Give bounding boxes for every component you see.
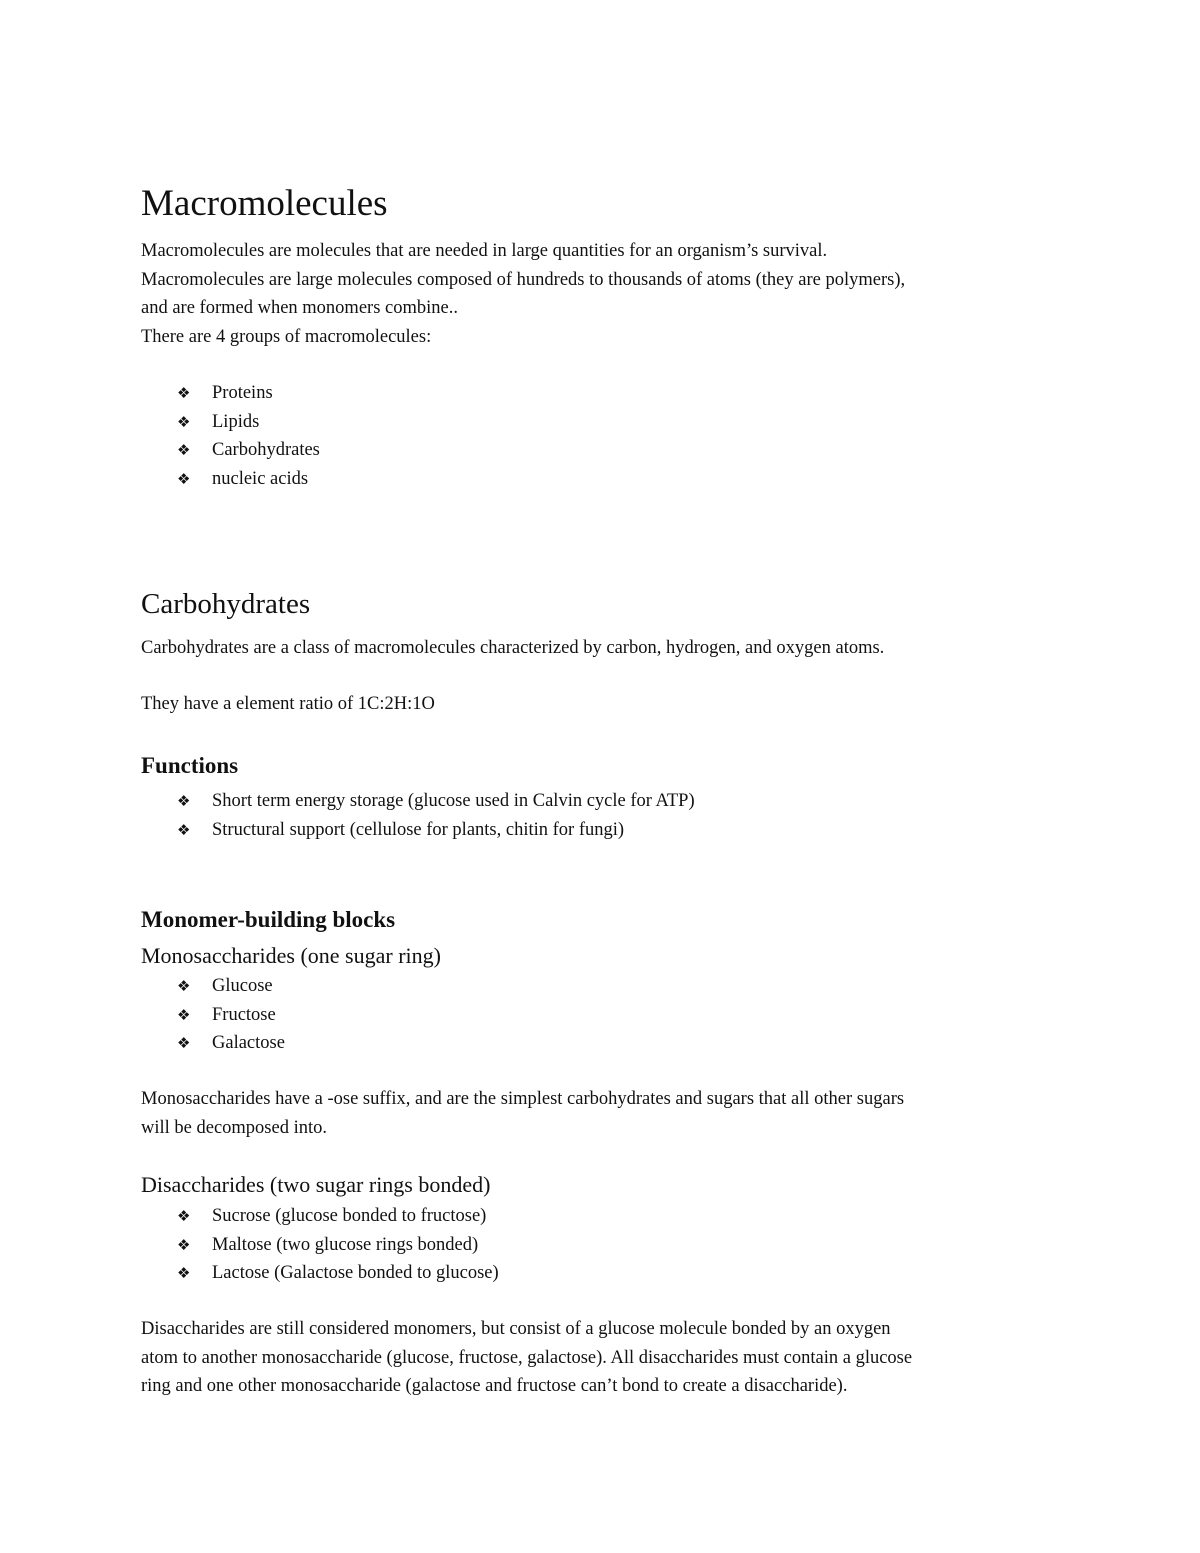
diamond-bullet-icon: ❖: [177, 384, 191, 402]
monomer-heading: Monomer-building blocks: [141, 907, 396, 932]
note-line: will be decomposed into.: [141, 1117, 327, 1138]
diamond-bullet-icon: ❖: [177, 441, 191, 459]
intro-line: There are 4 groups of macromolecules:: [141, 326, 432, 347]
list-item-text: Sucrose (glucose bonded to fructose): [212, 1206, 487, 1226]
page-title: Macromolecules: [141, 183, 388, 224]
diamond-bullet-icon: ❖: [177, 1034, 191, 1052]
note-line: Monosaccharides have a -ose suffix, and are the simplest carbohydrates and sugars that all other sugars: [141, 1089, 905, 1109]
disaccharides-note: [141, 1315, 1061, 1401]
monosaccharides-heading: Monosaccharides (one sugar ring): [141, 943, 441, 968]
diamond-bullet-icon: ❖: [177, 1235, 191, 1254]
intro-line: and are formed when monomers combine..: [141, 298, 458, 318]
list-item-text: Lactose (Galactose bonded to glucose): [212, 1263, 499, 1283]
intro-paragraph: [141, 237, 1061, 351]
functions-heading: Functions: [141, 753, 239, 778]
list-item-text: Short term energy storage (glucose used in Calvin cycle for ATP): [212, 791, 695, 811]
diamond-bullet-icon: ❖: [177, 792, 191, 810]
list-item-text: Glucose: [212, 976, 273, 996]
monosaccharides-note: [141, 1085, 1061, 1142]
definition-line: Carbohydrates are a class of macromolecules characterized by carbon, hydrogen, and oxygen atoms.: [141, 638, 885, 658]
list-item-text: Carbohydrates: [212, 440, 320, 460]
carbohydrates-heading: Carbohydrates: [141, 588, 311, 620]
diamond-bullet-icon: ❖: [177, 1207, 191, 1225]
list-item-text: Structural support (cellulose for plants, chitin for fungi): [212, 819, 625, 840]
disaccharides-heading: Disaccharides (two sugar rings bonded): [141, 1172, 491, 1197]
ratio-line: They have a element ratio of 1C:2H:1O: [141, 694, 435, 714]
diamond-bullet-icon: ❖: [177, 820, 191, 839]
note-line: atom to another monosaccharide (glucose, fructose, galactose). All disaccharides must contain a glucose: [141, 1347, 913, 1368]
diamond-bullet-icon: ❖: [177, 1005, 191, 1024]
list-item-text: Galactose: [212, 1033, 285, 1053]
list-item-text: nucleic acids: [212, 468, 309, 489]
element-ratio: [141, 690, 1061, 719]
diamond-bullet-icon: ❖: [177, 1264, 191, 1282]
diamond-bullet-icon: ❖: [177, 977, 191, 995]
intro-line: Macromolecules are large molecules composed of hundreds to thousands of atoms (they are polymers),: [141, 269, 906, 290]
list-item-text: Maltose (two glucose rings bonded): [212, 1234, 479, 1255]
diamond-bullet-icon: ❖: [177, 469, 191, 488]
carbohydrates-definition: [141, 634, 1061, 663]
diamond-bullet-icon: ❖: [177, 412, 191, 431]
note-line: Disaccharides are still considered monomers, but consist of a glucose molecule bonded by an oxygen: [141, 1319, 891, 1339]
list-item-text: Fructose: [212, 1004, 276, 1025]
intro-line: Macromolecules are molecules that are needed in large quantities for an organism’s survival.: [141, 241, 828, 261]
list-item-text: Lipids: [212, 411, 260, 432]
note-line: ring and one other monosaccharide (galactose and fructose can’t bond to create a disaccharide).: [141, 1376, 848, 1396]
list-item-text: Proteins: [212, 383, 273, 403]
